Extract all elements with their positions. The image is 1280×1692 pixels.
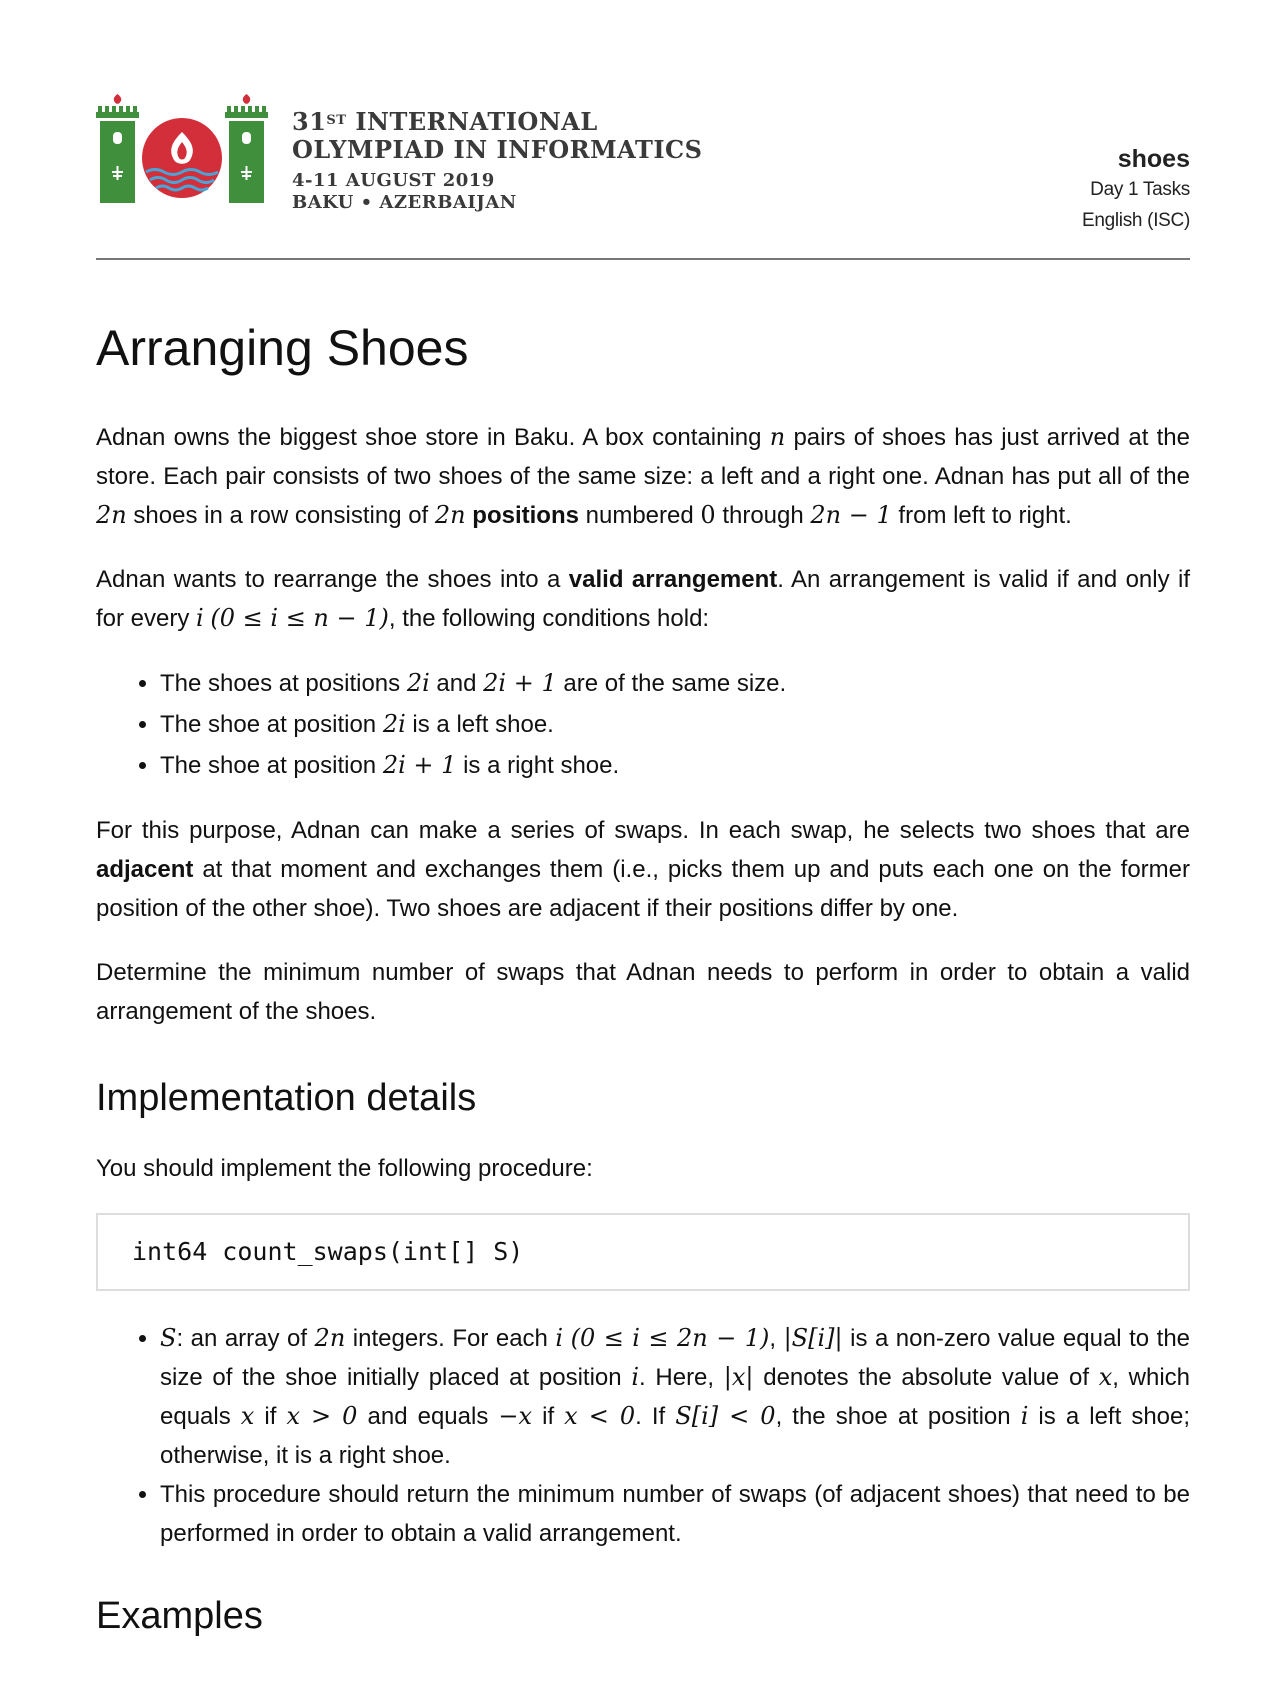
heading-implementation: Implementation details	[96, 1077, 477, 1119]
paragraph-procedure-intro: You should implement the following procedure:	[96, 1155, 593, 1182]
task-name: shoes	[1117, 145, 1190, 173]
task-language: English (ISC)	[1081, 210, 1190, 231]
page-header	[96, 94, 1190, 260]
paragraph-valid-arrangement: Adnan wants to rearrange the shoes into a valid arrangement. An arrangement is valid if and only if for every i (0 ≤ i ≤ n − 1), the following conditions hold:	[96, 566, 1190, 632]
list-item: • This procedure should return the minimum number of swaps (of adjacent shoes) that need to be performed in order to obtain a valid arrangement.	[160, 1475, 1190, 1553]
page-title: Arranging Shoes	[96, 320, 469, 376]
list-item: • The shoe at position 2i + 1 is a right shoe.	[160, 745, 1190, 786]
heading-examples: Examples	[96, 1595, 263, 1637]
paragraph-goal: Determine the minimum number of swaps that Adnan needs to perform in order to obtain a valid arrangement of the shoes.	[96, 959, 1190, 1025]
code-signature: int64 count_swaps(int[] S)	[96, 1213, 1190, 1291]
document-body	[96, 300, 1190, 1667]
olympiad-title: 31ST INTERNATIONAL OLYMPIAD IN INFORMATICS 4-11 AUGUST 2019 BAKU • AZERBAIJAN	[292, 107, 703, 213]
list-item: • The shoe at position 2i is a left shoe.	[160, 704, 1190, 745]
task-day: Day 1 Tasks	[1090, 179, 1190, 200]
olympiad-dates: 4-11 AUGUST 2019	[292, 170, 495, 191]
task-info	[1082, 144, 1190, 236]
olympiad-location: BAKU • AZERBAIJAN	[292, 192, 517, 213]
list-item: • The shoes at positions 2i and 2i + 1 are of the same size.	[160, 663, 1190, 704]
conditions-list	[96, 663, 1190, 786]
paragraph-intro: Adnan owns the biggest shoe store in Baku. A box containing n pairs of shoes has just arrived at the store. Each pair consists of two shoes of the same size: a left and a right one. Adnan has put all of the 2n shoes in a row consisting of 2n positions numbered 0 through 2n − 1 from left to right.	[96, 423, 1191, 529]
implementation-list	[96, 1319, 1190, 1553]
paragraph-swaps: For this purpose, Adnan can make a series of swaps. In each swap, he selects two shoes that are adjacent at that moment and exchanges them (i.e., picks them up and puts each one on the former position of the other shoe). Two shoes are adjacent if their positions differ by one.	[96, 817, 1190, 922]
list-item: • S: an array of 2n integers. For each i (0 ≤ i ≤ 2n − 1), |S[i]| is a non-zero value equal to the size of the shoe initially placed at position i. Here, |x| denotes the absolute value of x, which equals x if x > 0 and equals −x if x < 0. If S[i] < 0, the shoe at position i is a left shoe; otherwise, it is a right shoe.	[160, 1319, 1190, 1475]
header-divider	[96, 258, 1190, 260]
ioi-logo-icon	[96, 94, 268, 206]
